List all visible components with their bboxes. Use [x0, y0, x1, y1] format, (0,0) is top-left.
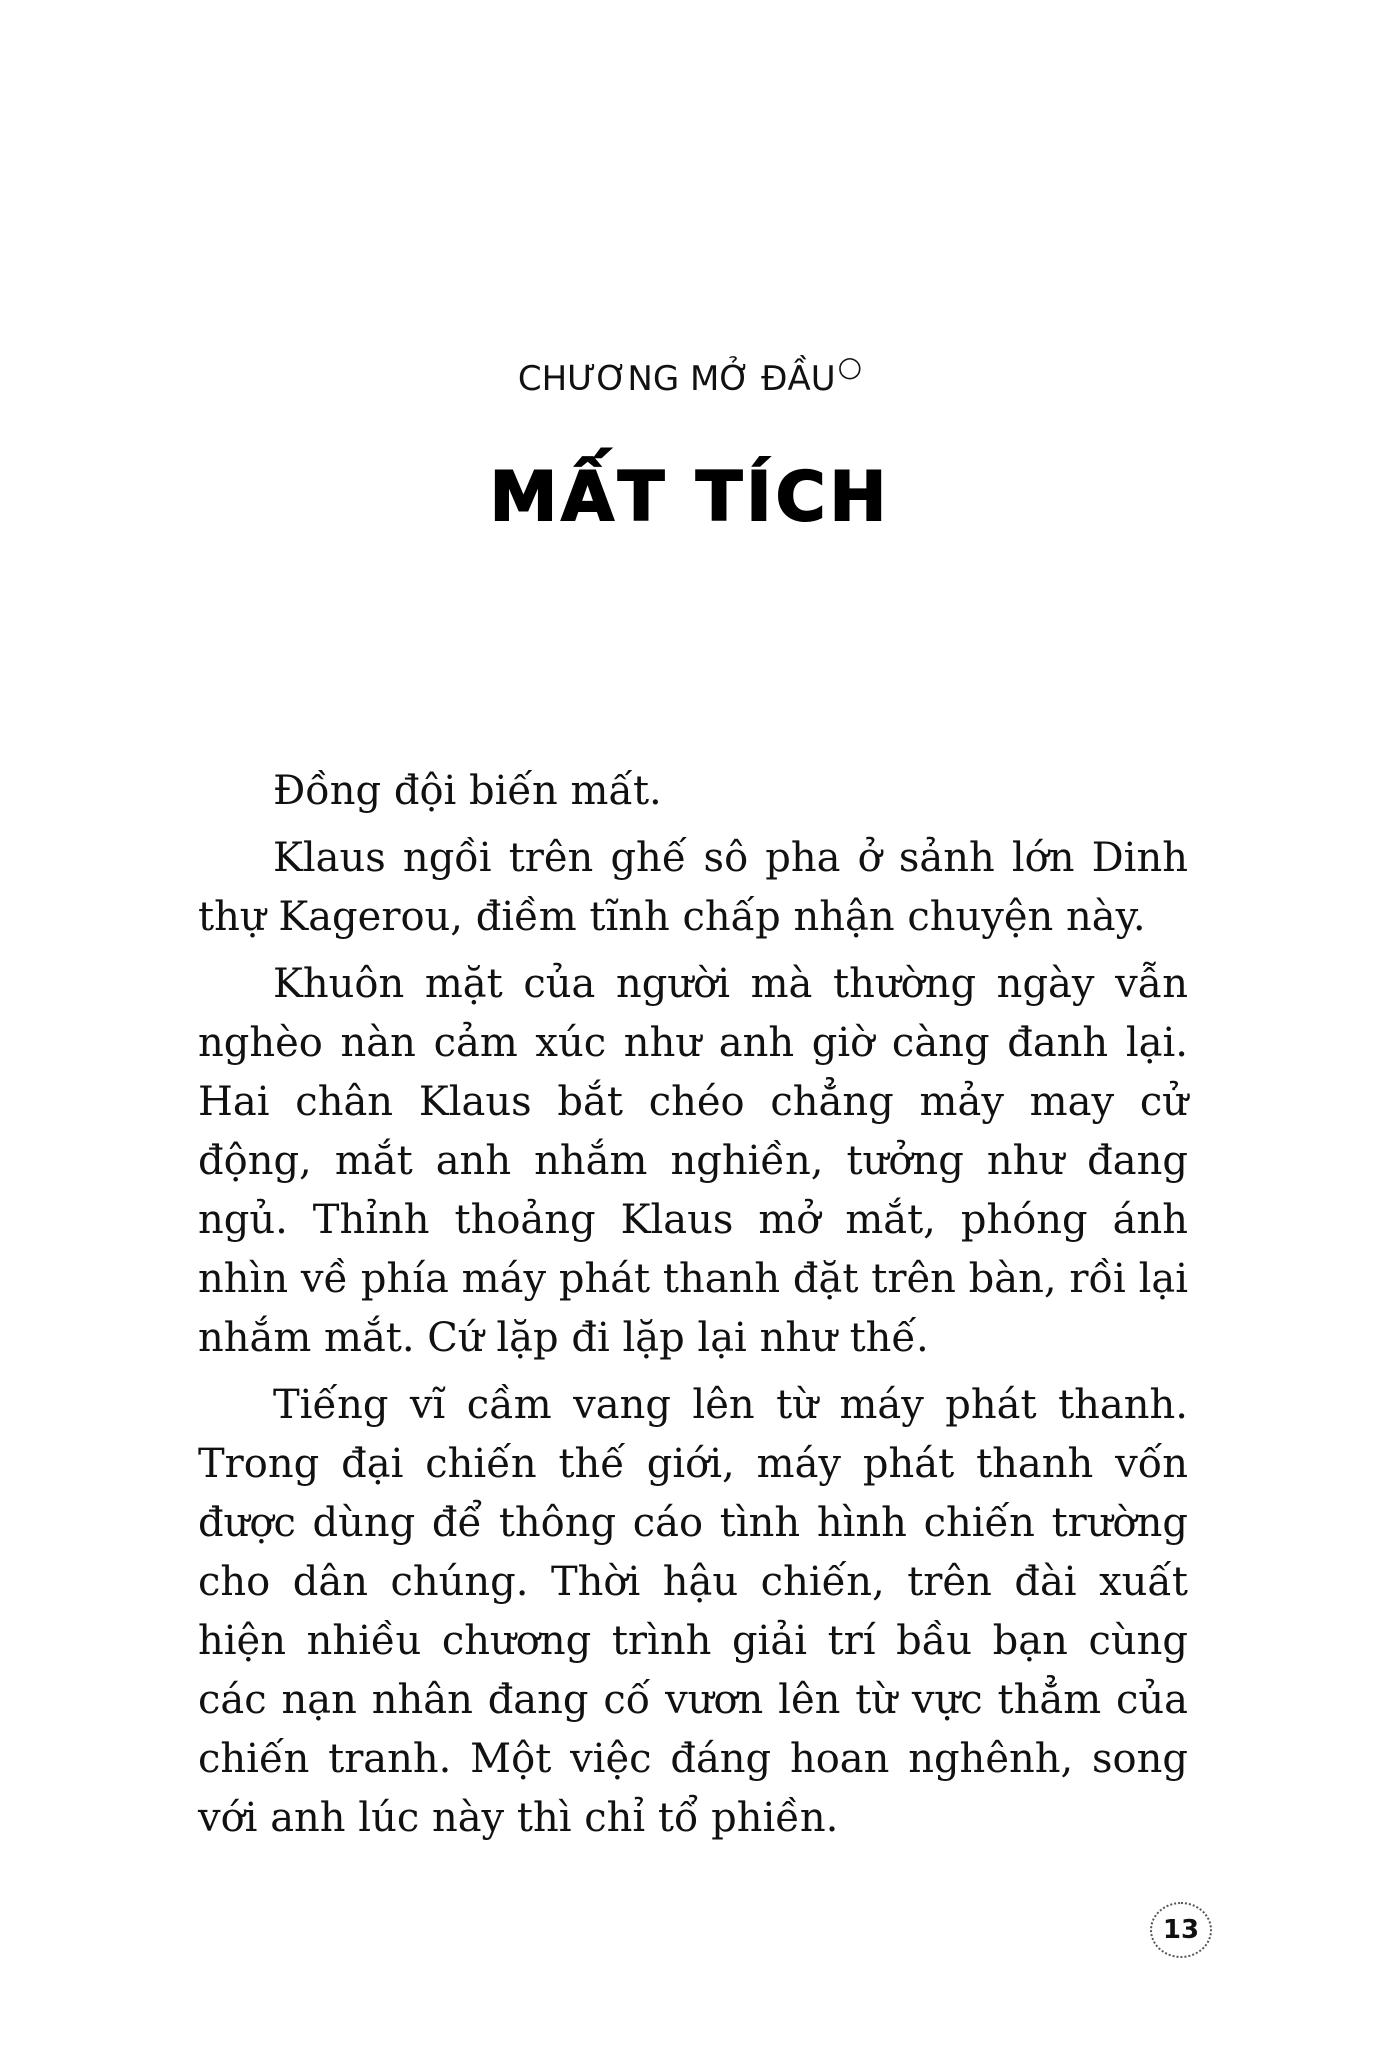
paragraph: Tiếng vĩ cầm vang lên từ máy phát thanh. Trong đại chiến thế giới, máy phát thanh vốn được dùng để thông cáo tình hình chiến trường cho dân chúng. Thời hậu chiến, trên đài xuất hiện nhiều chương trình giải trí bầu bạn cùng các nạn nhân đang cố vươn lên từ vực thẳm của chiến tranh. Một việc đáng hoan nghênh, song với anh lúc này thì chỉ tổ phiền. [198, 1382, 1188, 1841]
chapter-label-text: CHƯƠNG MỞ ĐẦU [517, 359, 836, 399]
circle-ornament-icon: ○ [837, 350, 863, 383]
chapter-body [198, 762, 1188, 1856]
chapter-title: MẤT TÍCH [489, 458, 891, 537]
page-number: 13 [1150, 1902, 1212, 1958]
chapter-label [0, 350, 1380, 399]
paragraph: Klaus ngồi trên ghế sô pha ở sảnh lớn Dinh thự Kagerou, điềm tĩnh chấp nhận chuyện này. [198, 835, 1188, 940]
paragraph: Khuôn mặt của người mà thường ngày vẫn nghèo nàn cảm xúc như anh giờ càng đanh lại. Hai chân Klaus bắt chéo chẳng mảy may cử động, mắt anh nhắm nghiền, tưởng như đang ngủ. Thỉnh thoảng Klaus mở mắt, phóng ánh nhìn về phía máy phát thanh đặt trên bàn, rồi lại nhắm mắt. Cứ lặp đi lặp lại như thế. [198, 961, 1188, 1361]
paragraph: Đồng đội biến mất. [273, 768, 662, 814]
